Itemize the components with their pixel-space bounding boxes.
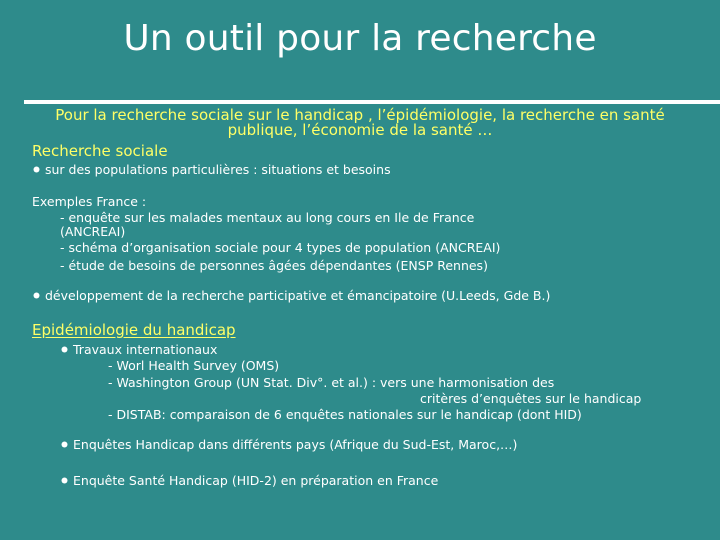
bullet-icon [60, 476, 69, 485]
bullet-text: sur des populations particulières : situations et besoins [45, 162, 391, 177]
bullet-text: Enquête Santé Handicap (HID-2) en préparation en France [73, 473, 439, 488]
slide-title: Un outil pour la recherche [123, 18, 597, 59]
bullet-item [60, 438, 517, 452]
section-heading-recherche-sociale: Recherche sociale [32, 142, 168, 160]
bullet-text: Enquêtes Handicap dans différents pays (Afrique du Sud-Est, Maroc,…) [73, 437, 518, 452]
bullet-item [60, 474, 438, 488]
sub-item: - DISTAB: comparaison de 6 enquêtes nationales sur le handicap (dont HID) [108, 407, 582, 422]
bullet-icon [60, 440, 69, 449]
bullet-item [32, 289, 550, 303]
bullet-item [32, 163, 391, 177]
examples-title: Exemples France : [32, 194, 147, 209]
sub-item: - Worl Health Survey (OMS) [108, 358, 280, 373]
example-line: (ANCREAI) [60, 224, 126, 239]
bullet-icon [32, 165, 41, 174]
bullet-item [60, 343, 217, 357]
sub-item: critères d’enquêtes sur le handicap [420, 391, 642, 406]
example-line: - étude de besoins de personnes âgées dépendantes (ENSP Rennes) [60, 258, 488, 273]
title-divider [24, 100, 720, 104]
example-line: - enquête sur les malades mentaux au long cours en Ile de France [60, 210, 475, 225]
section-heading-epidemiologie: Epidémiologie du handicap [32, 321, 236, 339]
sub-item: - Washington Group (UN Stat. Div°. et al.) : vers une harmonisation des [108, 375, 555, 390]
bullet-text: développement de la recherche participative et émancipatoire (U.Leeds, Gde B.) [45, 288, 551, 303]
intro-text: Pour la recherche sociale sur le handicap , l’épidémiologie, la recherche en santé publique, l’économie de la santé … [55, 106, 665, 139]
example-line: - schéma d’organisation sociale pour 4 types de population (ANCREAI) [60, 240, 501, 255]
bullet-icon [32, 291, 41, 300]
bullet-icon [60, 345, 69, 354]
bullet-text: Travaux internationaux [73, 342, 218, 357]
